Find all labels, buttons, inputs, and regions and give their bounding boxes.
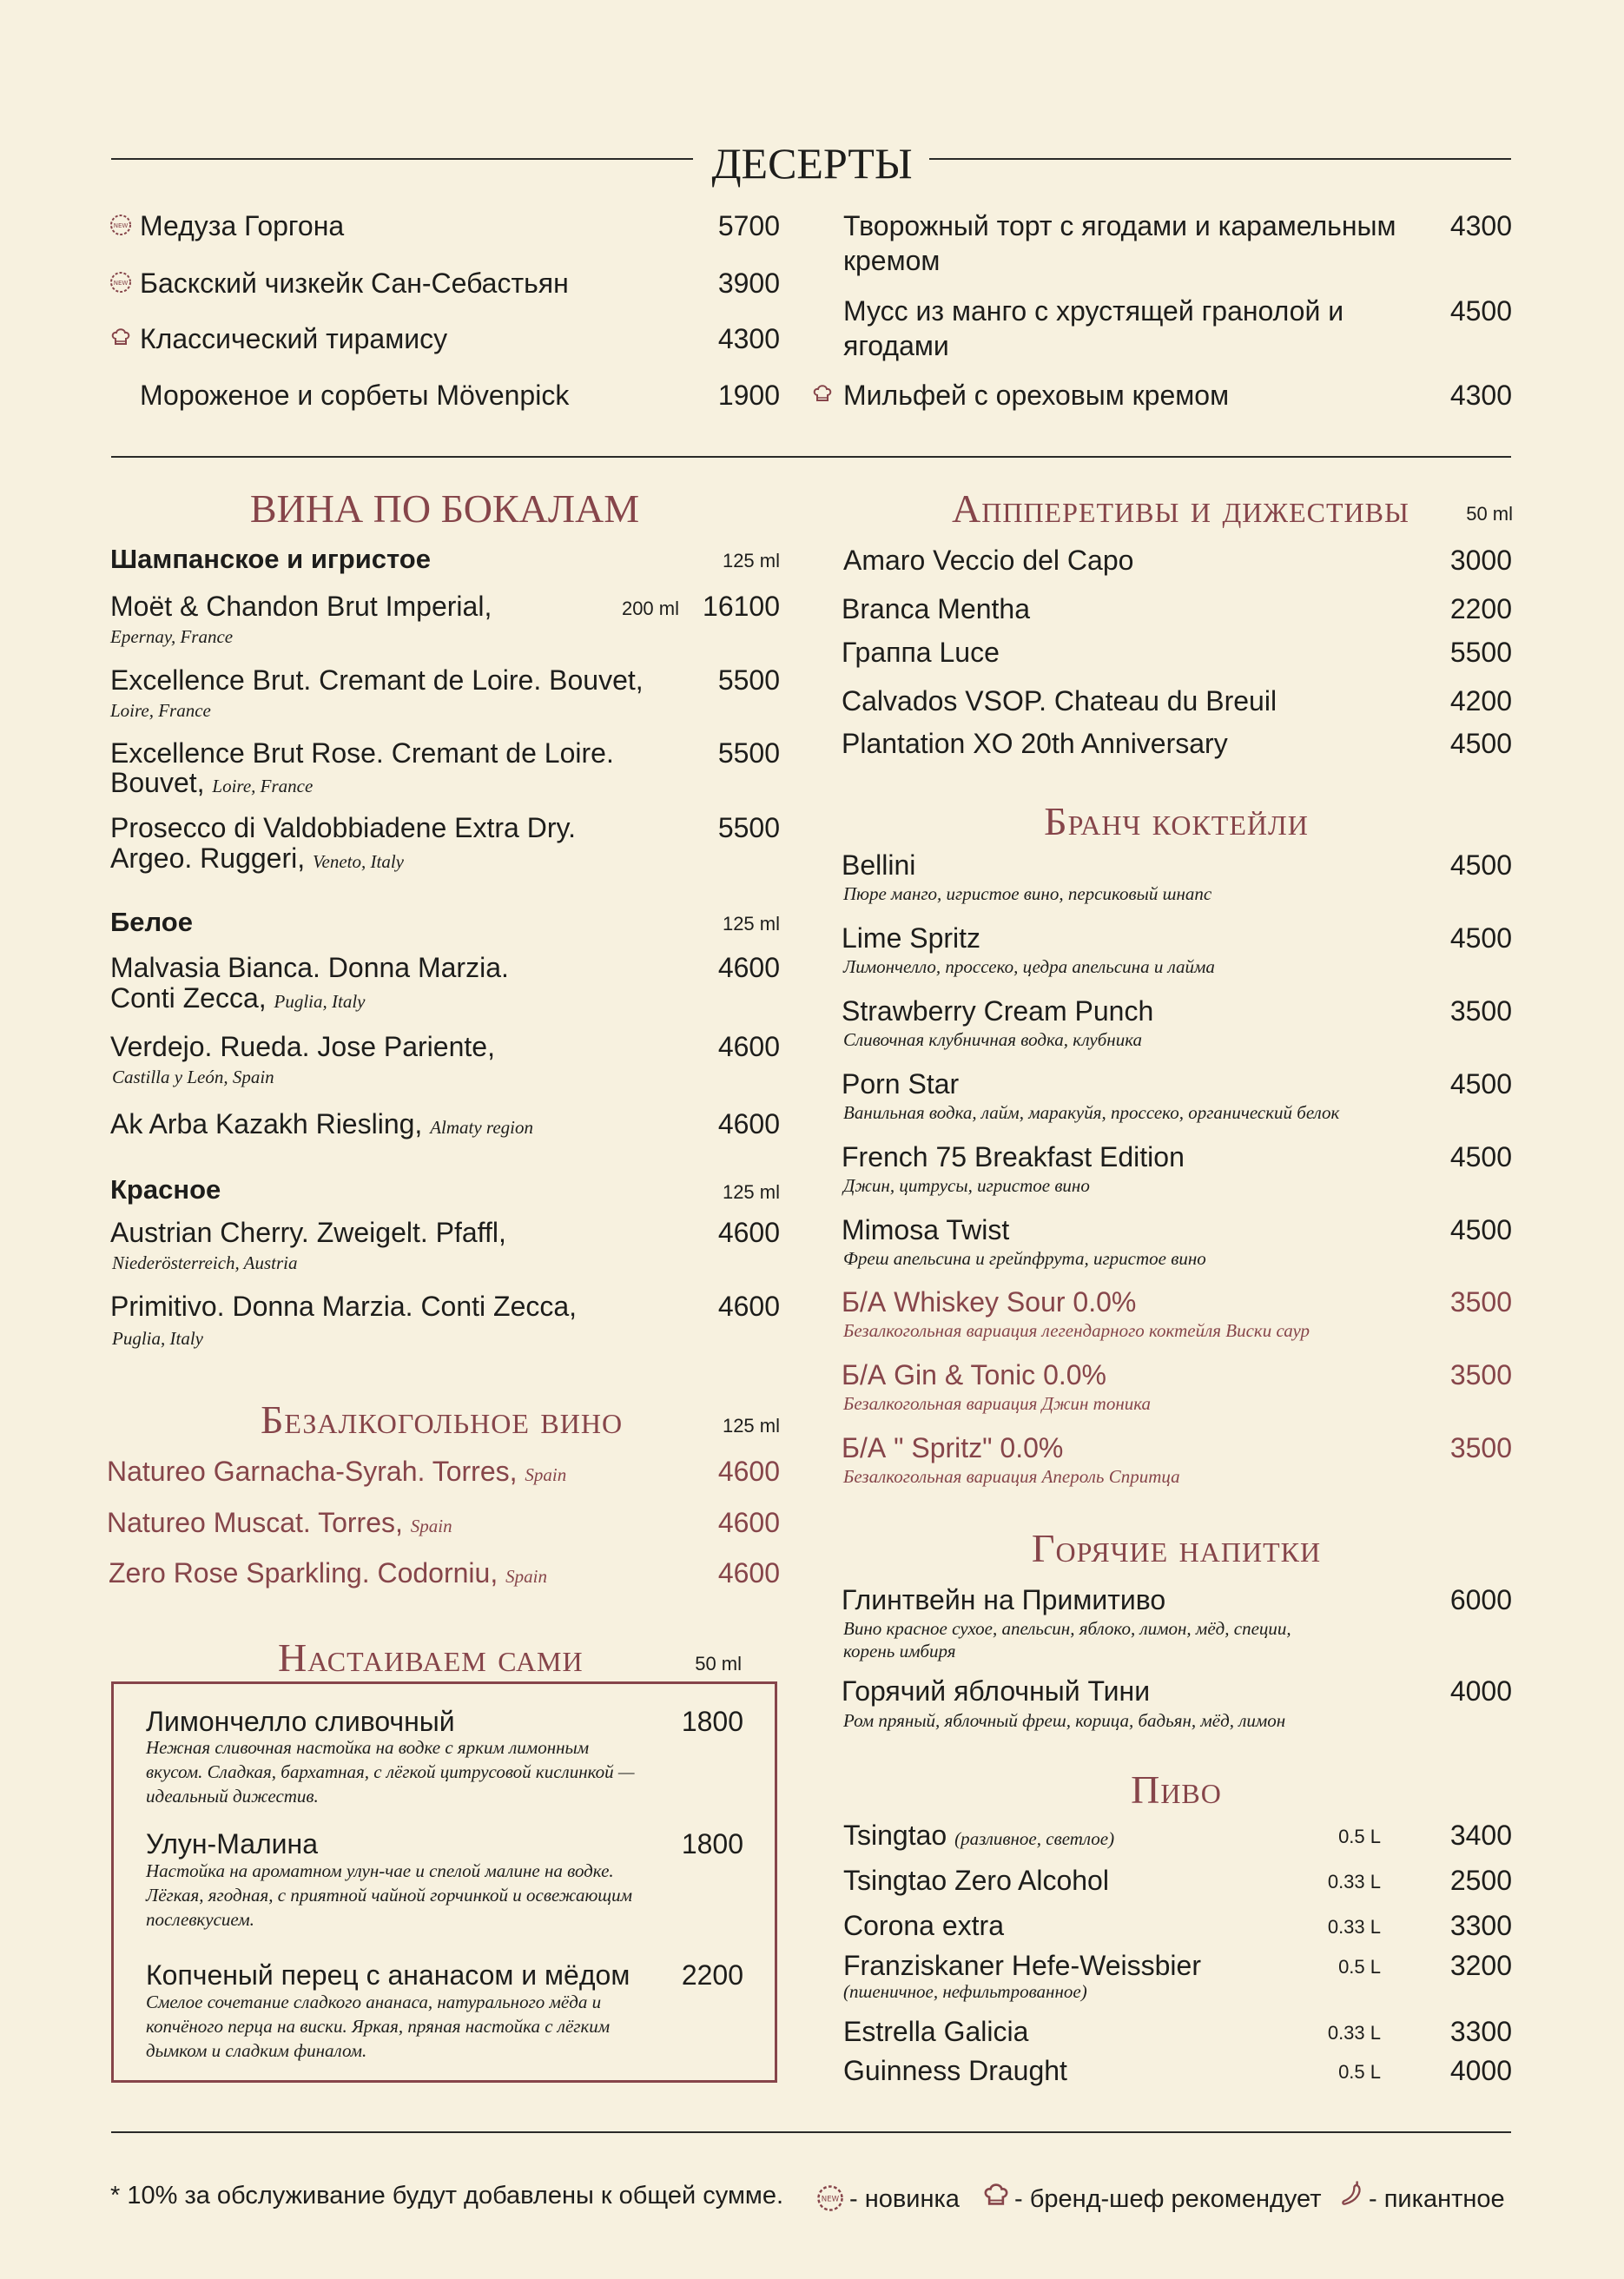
wine-origin: Loire, France <box>212 776 314 796</box>
beer-note: (разливное, светлое) <box>954 1828 1115 1849</box>
cocktail-price: 4500 <box>1449 1214 1512 1245</box>
cocktail-desc: Джин, цитрусы, игристое вино <box>843 1175 1090 1196</box>
wine-origin: Niederösterreich, Austria <box>112 1252 298 1273</box>
aperitifs-title: Аппперетивы и дижестивы <box>952 486 1409 531</box>
hot-drink-desc: корень имбиря <box>843 1641 956 1661</box>
aperitif-name: Calvados VSOP. Chateau du Breuil <box>842 685 1277 717</box>
infusion-desc: Смелое сочетание сладкого ананаса, натурального мёда и <box>146 1992 602 2012</box>
cocktail-desc: Ванильная водка, лайм, маракуйя, проссеко, органический белок <box>843 1102 1340 1123</box>
category-sparkling: Шампанское и игристое <box>110 544 431 574</box>
cocktail-desc: Фреш апельсина и грейпфрута, игристое вино <box>843 1248 1206 1269</box>
cocktail-name: Mimosa Twist <box>842 1214 1010 1245</box>
hot-drink-price: 4000 <box>1449 1675 1512 1707</box>
cocktail-name: Б/А Whiskey Sour 0.0% <box>842 1286 1137 1318</box>
category-white: Белое <box>110 907 193 937</box>
beer-price: 3300 <box>1449 1910 1512 1941</box>
chef-hat-icon <box>981 2180 1011 2210</box>
chef-hat-icon <box>811 382 834 405</box>
hot-drink-desc: Вино красное сухое, апельсин, яблоко, лимон, мёд, специи, <box>843 1618 1291 1639</box>
aperitif-price: 5500 <box>1449 637 1512 668</box>
aperitif-name: Branca Mentha <box>842 593 1031 624</box>
dessert-name: Мусс из манго с хрустящей гранолой и <box>843 295 1344 327</box>
wine-price: 4600 <box>717 1031 780 1062</box>
infusion-desc: вкусом. Сладкая, бархатная, с лёгкой цитрусовой кислинкой — <box>146 1761 635 1782</box>
wine-name: Moët & Chandon Brut Imperial, <box>110 591 492 622</box>
divider <box>111 456 1511 458</box>
wine-price: 5500 <box>717 737 780 769</box>
legend-new: - новинка <box>849 2185 960 2213</box>
wine-name <box>110 1108 533 1143</box>
infusion-desc: Настойка на ароматном улун-чае и спелой малине на водке. <box>146 1860 614 1881</box>
wine-name: Primitivo. Donna Marzia. Conti Zecca, <box>110 1291 578 1322</box>
infusion-price: 1800 <box>681 1828 743 1860</box>
beer-volume: 0.5 L <box>1338 1826 1381 1847</box>
wine-name: Austrian Cherry. Zweigelt. Pfaffl, <box>110 1217 506 1248</box>
dessert-name: Мильфей с ореховым кремом <box>843 380 1230 411</box>
dessert-name-cont: кремом <box>843 245 941 276</box>
chef-hat-icon <box>109 326 132 348</box>
wine-price: 5500 <box>717 664 780 696</box>
wine-origin: Spain <box>525 1464 567 1485</box>
wine-name-2: Bouvet, <box>110 767 205 798</box>
cocktail-price: 3500 <box>1449 1359 1512 1391</box>
svg-text:NEW: NEW <box>113 280 129 287</box>
wine-price: 4600 <box>717 1291 780 1322</box>
dessert-name: Классический тирамису <box>140 323 448 354</box>
wine-price: 4600 <box>717 1557 780 1589</box>
dessert-name-cont: ягодами <box>843 330 949 361</box>
infusion-name: Лимончелло сливочный <box>146 1706 455 1737</box>
dessert-price: 4500 <box>1449 295 1512 327</box>
svg-text:NEW: NEW <box>113 222 129 229</box>
dessert-name: Творожный торт с ягодами и карамельным <box>843 210 1396 241</box>
wine-name <box>107 1456 566 1490</box>
wine-origin: Loire, France <box>110 700 211 721</box>
cocktail-desc: Пюре манго, игристое вино, персиковый шнапс <box>843 883 1212 904</box>
divider <box>111 2131 1511 2133</box>
aperitif-name: Amaro Veccio del Capo <box>843 545 1134 576</box>
wine-name-2: Conti Zecca, <box>110 982 267 1014</box>
cocktail-price: 3500 <box>1449 1432 1512 1463</box>
beer-volume: 0.5 L <box>1338 1956 1381 1978</box>
aperitif-price: 4200 <box>1449 685 1512 717</box>
chili-pepper-icon <box>1339 2178 1365 2208</box>
wine-name-text: Natureo Muscat. Torres, <box>107 1507 403 1538</box>
dessert-price: 4300 <box>717 323 780 354</box>
beer-price: 4000 <box>1449 2055 1512 2086</box>
svg-text:NEW: NEW <box>821 2195 840 2204</box>
beer-price: 2500 <box>1449 1865 1512 1896</box>
infusion-desc: Нежная сливочная настойка на водке с ярким лимонным <box>146 1737 590 1758</box>
cocktail-price: 4500 <box>1449 1068 1512 1100</box>
beer-name: Franziskaner Hefe-Weissbier <box>843 1950 1201 1981</box>
cocktail-name: Porn Star <box>842 1068 960 1100</box>
wine-origin: Almaty region <box>430 1117 533 1138</box>
wine-name-cont <box>110 767 313 802</box>
beer-name: Guinness Draught <box>843 2055 1067 2086</box>
dessert-price: 1900 <box>717 380 780 411</box>
wine-price: 4600 <box>717 1108 780 1140</box>
desserts-title: ДЕСЕРТЫ <box>711 139 913 188</box>
cocktail-price: 4500 <box>1449 1141 1512 1173</box>
wine-origin: Castilla y León, Spain <box>112 1067 274 1087</box>
divider <box>111 158 693 160</box>
beer-note: (пшеничное, нефильтрованное) <box>843 1981 1087 2002</box>
volume: 50 ml <box>1466 503 1513 525</box>
cocktail-name: Б/А " Spritz" 0.0% <box>842 1432 1064 1463</box>
cocktail-desc: Лимончелло, проссеко, цедра апельсина и лайма <box>843 956 1215 977</box>
wine-price: 4600 <box>717 1507 780 1538</box>
hot-drink-name: Горячий яблочный Тини <box>842 1675 1151 1707</box>
cocktail-name: Strawberry Cream Punch <box>842 995 1154 1027</box>
new-icon <box>109 214 132 236</box>
aperitif-price: 2200 <box>1449 593 1512 624</box>
beer-name: Estrella Galicia <box>843 2016 1029 2047</box>
hot-drinks-title: Горячие напитки <box>1031 1526 1322 1570</box>
wine-name-text: Zero Rose Sparkling. Codorniu, <box>109 1557 498 1589</box>
cocktail-name: Bellini <box>842 849 916 881</box>
wine-price: 16100 <box>703 591 780 622</box>
cocktail-desc: Безалкогольная вариация Апероль Спритца <box>843 1466 1180 1487</box>
cocktail-price: 4500 <box>1449 849 1512 881</box>
beer-title: Пиво <box>1131 1767 1222 1812</box>
aperitif-price: 3000 <box>1449 545 1512 576</box>
hot-drink-desc: Ром пряный, яблочный фреш, корица, бадьян, мёд, лимон <box>843 1710 1286 1731</box>
beer-name-text: Tsingtao <box>843 1820 947 1851</box>
infusion-desc: копчёного перца на виски. Яркая, пряная настойка с лёгким <box>146 2016 611 2037</box>
beer-volume: 0.33 L <box>1327 1871 1381 1893</box>
aperitif-name: Plantation XO 20th Anniversary <box>842 728 1228 759</box>
wine-name-2: Argeo. Ruggeri, <box>110 842 306 874</box>
cocktail-desc: Безалкогольная вариация Джин тоника <box>843 1393 1152 1414</box>
wine-price: 5500 <box>717 812 780 843</box>
volume: 125 ml <box>722 1415 780 1437</box>
beer-price: 3300 <box>1449 2016 1512 2047</box>
volume: 125 ml <box>722 550 780 571</box>
wine-name-text: Natureo Garnacha-Syrah. Torres, <box>107 1456 518 1487</box>
wine-name <box>107 1507 452 1542</box>
wine-price: 4600 <box>717 1217 780 1248</box>
wine-origin: Puglia, Italy <box>112 1328 203 1349</box>
infusion-name: Улун-Малина <box>146 1828 319 1860</box>
infusion-price: 2200 <box>681 1959 743 1991</box>
volume: 125 ml <box>722 1181 780 1203</box>
dessert-price: 5700 <box>717 210 780 241</box>
legend-spicy: - пикантное <box>1369 2185 1505 2213</box>
brunch-title: Бранч коктейли <box>1044 799 1309 843</box>
wine-name <box>109 1557 547 1592</box>
cocktail-name: French 75 Breakfast Edition <box>842 1141 1185 1173</box>
beer-price: 3200 <box>1449 1950 1512 1981</box>
aperitif-name: Граппа Luce <box>842 637 1000 668</box>
cocktail-price: 4500 <box>1449 922 1512 954</box>
dessert-name: Медуза Горгона <box>140 210 345 241</box>
dessert-name: Баскский чизкейк Сан-Себастьян <box>140 268 569 299</box>
cocktail-name: Б/А Gin & Tonic 0.0% <box>842 1359 1106 1391</box>
infusion-desc: Лёгкая, ягодная, с приятной чайной горчинкой и освежающим <box>146 1885 633 1906</box>
beer-name: Corona extra <box>843 1910 1004 1941</box>
cocktail-desc: Безалкогольная вариация легендарного коктейля Виски саур <box>843 1320 1310 1341</box>
dessert-price: 3900 <box>717 268 780 299</box>
beer-volume: 0.33 L <box>1327 2022 1381 2044</box>
wine-origin: Spain <box>505 1566 547 1587</box>
wine-price: 4600 <box>717 1456 780 1487</box>
wine-origin: Puglia, Italy <box>274 991 366 1012</box>
dessert-name: Мороженое и сорбеты Mövenpick <box>140 380 570 411</box>
wine-origin: Epernay, France <box>110 626 234 647</box>
wine-name-cont <box>110 982 366 1017</box>
infusion-desc: послевкусием. <box>146 1909 254 1930</box>
new-icon <box>816 2184 844 2212</box>
volume: 200 ml <box>621 598 679 619</box>
wines-title: ВИНА ПО БОКАЛАМ <box>249 486 640 531</box>
wine-price: 4600 <box>717 952 780 983</box>
beer-price: 3400 <box>1449 1820 1512 1851</box>
beer-name: Tsingtao Zero Alcohol <box>843 1865 1109 1896</box>
nonalc-wine-title: Безалкогольное вино <box>261 1397 624 1442</box>
wine-origin: Spain <box>410 1516 452 1536</box>
new-icon <box>109 271 132 294</box>
dessert-price: 4300 <box>1449 210 1512 241</box>
wine-name-cont <box>110 842 404 877</box>
aperitif-price: 4500 <box>1449 728 1512 759</box>
beer-volume: 0.5 L <box>1338 2061 1381 2083</box>
beer-volume: 0.33 L <box>1327 1916 1381 1938</box>
wine-origin: Veneto, Italy <box>313 851 404 872</box>
infusion-desc: идеальный дижестив. <box>146 1786 319 1807</box>
legend-chef: - бренд-шеф рекомендует <box>1014 2185 1322 2213</box>
cocktail-name: Lime Spritz <box>842 922 981 954</box>
cocktail-price: 3500 <box>1449 995 1512 1027</box>
volume: 50 ml <box>695 1653 742 1675</box>
infusion-name: Копченый перец с ананасом и мёдом <box>146 1959 630 1991</box>
hot-drink-name: Глинтвейн на Примитиво <box>842 1584 1166 1615</box>
infusion-desc: дымком и сладким финалом. <box>146 2040 367 2061</box>
wine-name: Verdejo. Rueda. Jose Pariente, <box>110 1031 495 1062</box>
wine-name: Excellence Brut. Cremant de Loire. Bouvet, <box>110 664 644 696</box>
beer-name <box>843 1820 1114 1854</box>
volume: 125 ml <box>722 913 780 935</box>
category-red: Красное <box>110 1174 221 1205</box>
infusions-title: Настаиваем сами <box>278 1635 584 1680</box>
hot-drink-price: 6000 <box>1449 1584 1512 1615</box>
service-note: * 10% за обслуживание будут добавлены к общей сумме. <box>110 2182 784 2210</box>
wine-name: Prosecco di Valdobbiadene Extra Dry. <box>110 812 576 843</box>
wine-name: Excellence Brut Rose. Cremant de Loire. <box>110 737 614 769</box>
wine-name: Malvasia Bianca. Donna Marzia. <box>110 952 509 983</box>
wine-name-text: Ak Arba Kazakh Riesling, <box>110 1108 423 1140</box>
divider <box>929 158 1511 160</box>
cocktail-price: 3500 <box>1449 1286 1512 1318</box>
dessert-price: 4300 <box>1449 380 1512 411</box>
infusion-price: 1800 <box>681 1706 743 1737</box>
cocktail-desc: Сливочная клубничная водка, клубника <box>843 1029 1142 1050</box>
